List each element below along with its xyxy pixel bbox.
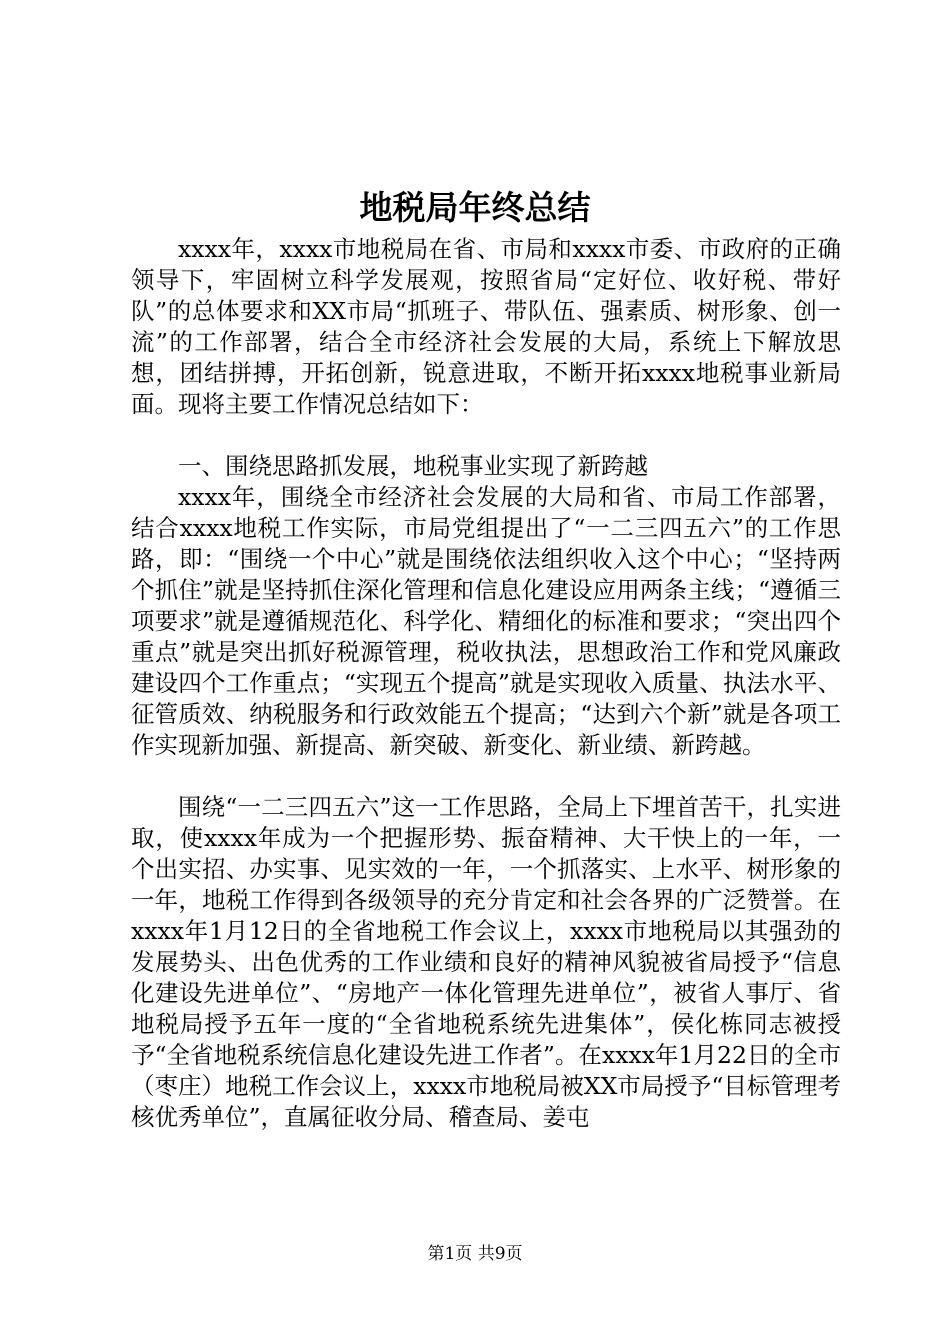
page-footer: 第1页 共9页 [427, 1244, 523, 1264]
document-title: 地税局年终总结 [359, 188, 591, 227]
section-paragraph: xxxx年，围绕全市经济社会发展的大局和省、市局工作部署，结合xxxx地税工作实际，市局党组提出了“一二三四五六”的工作思路，即：“围绕一个中心”就是围绕依法组织收入这个中心；“坚持两个抓住”就是坚持抓住深化管理和信息化建设应用两条主线；“遵循三项要求”就是遵循规范化、科学化、精细化的标准和要求；“突出四个重点”就是突出抓好税源管理，税收执法，思想政治工作和党风廉政建设四个工作重点；“实现五个提高”就是实现收入质量、执法水平、征管质效、纳税服务和行政效能五个提高；“达到六个新”就是各项工作实现新加强、新提高、新突破、新变化、新业绩、新跨越。 [131, 483, 841, 759]
section-heading: 一、围绕思路抓发展，地税事业实现了新跨越 [178, 452, 648, 480]
document-body [131, 234, 841, 1133]
intro-paragraph: xxxx年，xxxx市地税局在省、市局和xxxx市委、市政府的正确领导下，牢固树立科学发展观，按照省局“定好位、收好税、带好队”的总体要求和XX市局“抓班子、带队伍、强素质、树形象、创一流”的工作部署，结合全市经济社会发展的大局，系统上下解放思想，团结拼搏，开拓创新，锐意进取，不断开拓xxxx地税事业新局面。现将主要工作情况总结如下： [131, 235, 841, 418]
section-paragraph: 围绕“一二三四五六”这一工作思路，全局上下埋首苦干，扎实进取，使xxxx年成为一个把握形势、振奋精神、大干快上的一年，一个出实招、办实事、见实效的一年，一个抓落实、上水平、树形象的一年，地税工作得到各级领导的充分肯定和社会各界的广泛赞誉。在xxxx年1月12日的全省地税工作会议上，xxxx市地税局以其强劲的发展势头、出色优秀的工作业绩和良好的精神风貌被省局授予“信息化建设先进单位”、“房地产一体化管理先进单位”，被省人事厅、省地税局授予五年一度的“全省地税系统先进集体”，侯化栋同志被授予“全省地税系统信息化建设先进工作者”。在xxxx年1月22日的全市（枣庄）地税工作会议上，xxxx市地税局被XX市局授予“目标管理考核优秀单位”，直属征收分局、稽查局、姜屯 [131, 793, 841, 1131]
